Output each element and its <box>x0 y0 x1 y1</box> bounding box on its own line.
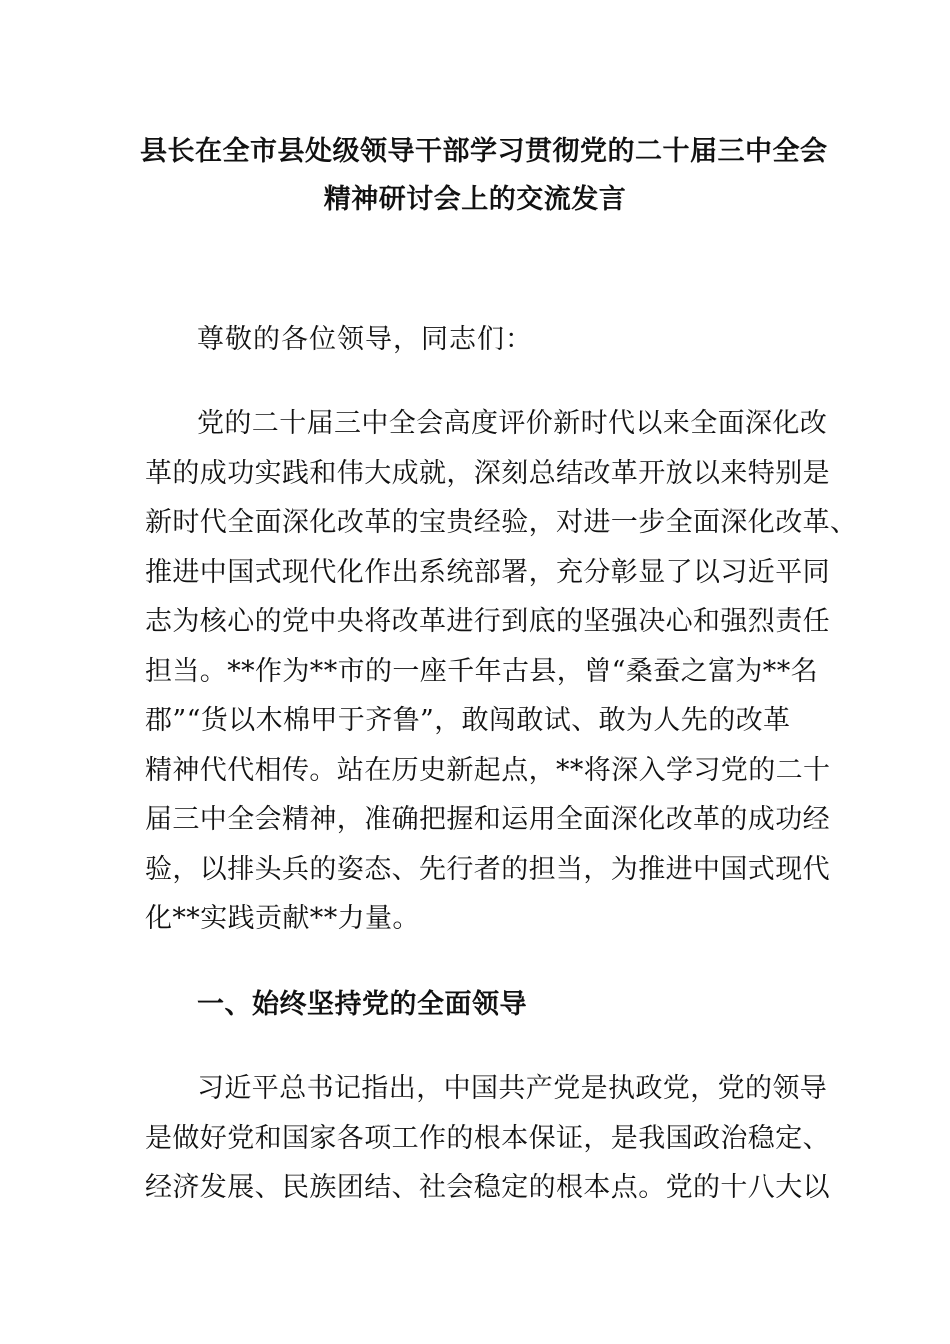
paragraph-intro <box>145 399 858 944</box>
paragraph-line: 精神代代相传。站在历史新起点，**将深入学习党的二十 <box>145 754 831 786</box>
paragraph-line: 推进中国式现代化作出系统部署，充分彰显了以习近平同 <box>145 556 830 588</box>
paragraph-section-1 <box>145 1064 830 1213</box>
paragraph-line: 化**实践贡献**力量。 <box>145 903 420 934</box>
paragraph-line: 习近平总书记指出，中国共产党是执政党，党的领导 <box>197 1073 828 1104</box>
paragraph-line: 是做好党和国家各项工作的根本保证，是我国政治稳定、 <box>145 1122 830 1154</box>
paragraph-line: 党的二十届三中全会高度评价新时代以来全面深化改 <box>197 408 828 439</box>
title-line-2: 精神研讨会上的交流发言 <box>323 184 627 215</box>
paragraph-line: 志为核心的党中央将改革进行到底的坚强决心和强烈责任 <box>145 606 830 637</box>
paragraph-line: 郡”“货以木棉甲于齐鲁”，敢闯敢试、敢为人先的改革 <box>145 705 791 736</box>
paragraph-line: 担当。**作为**市的一座千年古县，曾“桑蚕之富为**名 <box>145 655 819 687</box>
paragraph-line: 新时代全面深化改革的宝贵经验，对进一步全面深化改革、 <box>145 507 858 538</box>
title-line-1: 县长在全市县处级领导干部学习贯彻党的二十届三中全会 <box>140 136 828 167</box>
salutation: 尊敬的各位领导，同志们： <box>197 324 533 355</box>
paragraph-line: 届三中全会精神，准确把握和运用全面深化改革的成功经 <box>145 804 830 835</box>
paragraph-line: 验，以排头兵的姿态、先行者的担当，为推进中国式现代 <box>145 853 830 885</box>
section-heading-1: 一、始终坚持党的全面领导 <box>197 989 527 1020</box>
paragraph-line: 革的成功实践和伟大成就，深刻总结改革开放以来特别是 <box>145 457 830 489</box>
document-title <box>140 128 828 224</box>
paragraph-line: 经济发展、民族团结、社会稳定的根本点。党的十八大以 <box>145 1172 830 1203</box>
